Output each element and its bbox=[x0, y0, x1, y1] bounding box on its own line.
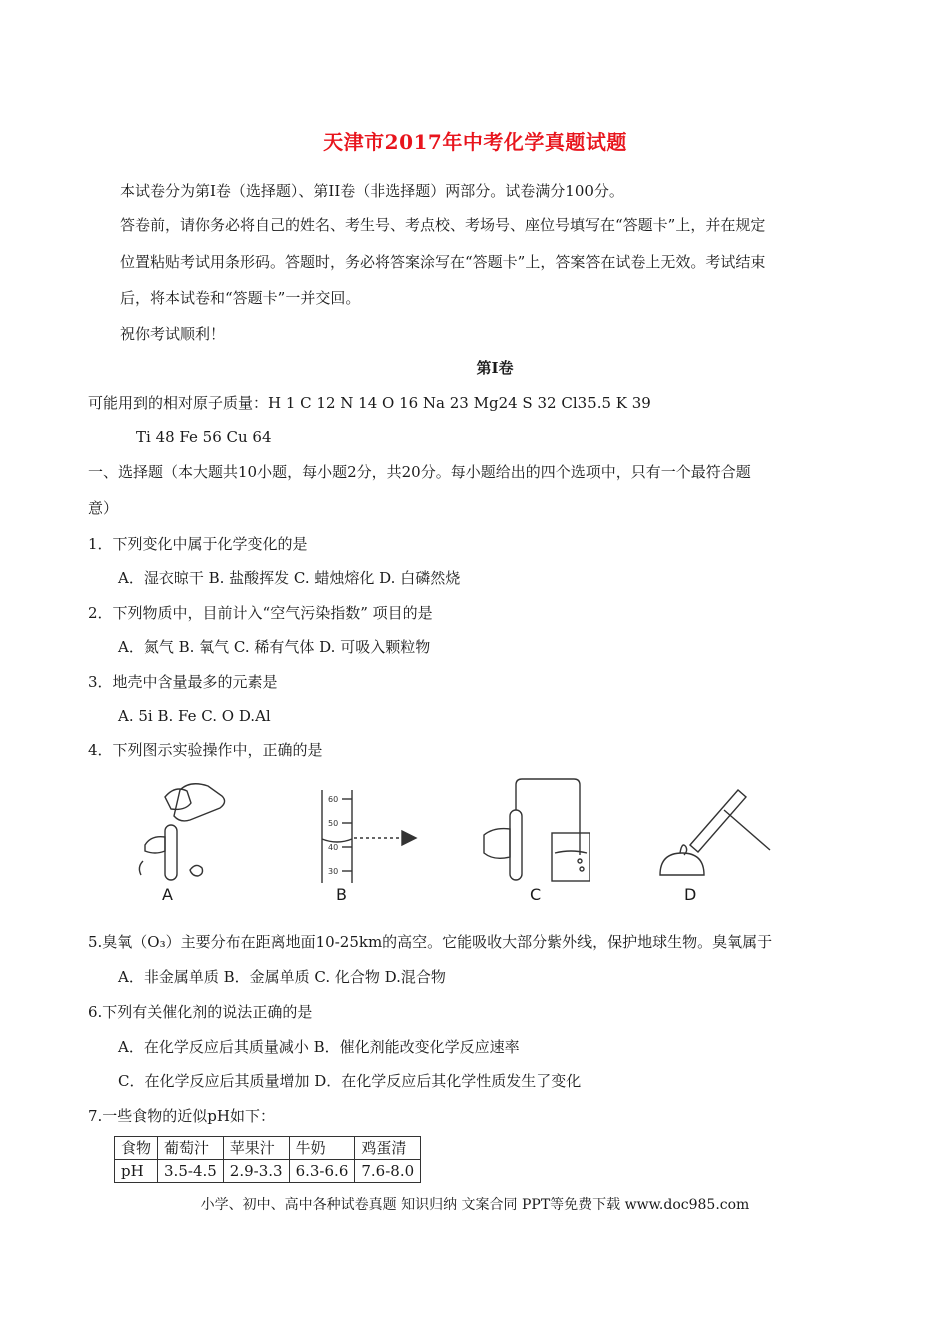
question-1-options: A．湿衣晾干 B. 盐酸挥发 C. 蜡烛熔化 D. 白磷然烧 bbox=[118, 569, 461, 587]
question-6-options-2: C．在化学反应后其质量增加 D．在化学反应后其化学性质发生了变化 bbox=[118, 1072, 582, 1090]
table-cell: 7.6-8.0 bbox=[355, 1160, 421, 1183]
table-cell: 3.5-4.5 bbox=[158, 1160, 224, 1183]
figure-b-cylinder bbox=[310, 775, 430, 885]
page-title: 天津市2017年中考化学真题试题 bbox=[323, 130, 627, 154]
question-3-options: A. 5i B. Fe C. O D.Al bbox=[118, 707, 271, 725]
figure-c-airtightness bbox=[470, 775, 590, 885]
table-header-cell: 葡萄汁 bbox=[158, 1137, 224, 1160]
section-title: 第Ⅰ卷 bbox=[476, 359, 514, 377]
intro-line-2: 答卷前，请你务必将自己的姓名、考生号、考点校、考场号、座位号填写在“答题卡”上，并在规定 bbox=[120, 216, 766, 234]
question-5-stem: 5.臭氧（O₃）主要分布在距离地面10-25km的高空。它能吸收大部分紫外线，保护地球生物。臭氧属于 bbox=[88, 933, 773, 951]
table-cell: pH bbox=[115, 1160, 158, 1183]
table-header-cell: 苹果汁 bbox=[223, 1137, 289, 1160]
cylinder-tick-30: 30 bbox=[328, 867, 339, 876]
question-6-stem: 6.下列有关催化剂的说法正确的是 bbox=[88, 1003, 313, 1021]
question-1-stem: 1．下列变化中属于化学变化的是 bbox=[88, 535, 308, 553]
atomic-masses-line-2: Ti 48 Fe 56 Cu 64 bbox=[136, 428, 272, 446]
question-5-options: A．非金属单质 B．金属单质 C. 化合物 D.混合物 bbox=[118, 968, 446, 986]
cylinder-tick-40: 40 bbox=[328, 843, 339, 852]
question-2-stem: 2．下列物质中，目前计入“空气污染指数” 项目的是 bbox=[88, 604, 433, 622]
question-6-options-1: A．在化学反应后其质量减小 B．催化剂能改变化学反应速率 bbox=[118, 1038, 520, 1056]
figure-label-a: A bbox=[162, 885, 173, 904]
page-footer: 小学、初中、高中各种试卷真题 知识归纳 文案合同 PPT等免费下载 www.doc985.com bbox=[200, 1197, 750, 1213]
ph-table bbox=[114, 1136, 421, 1183]
figure-d-heating bbox=[640, 775, 780, 885]
intro-line-5: 祝你考试顺利！ bbox=[120, 325, 226, 343]
part-header-line-1: 一、选择题（本大题共10小题，每小题2分，共20分。每小题给出的四个选项中，只有一个最符合题 bbox=[88, 463, 751, 481]
intro-line-1: 本试卷分为第Ⅰ卷（选择题）、第II卷（非选择题）两部分。试卷满分100分。 bbox=[120, 182, 624, 200]
question-4-stem: 4．下列图示实验操作中，正确的是 bbox=[88, 741, 323, 759]
cylinder-tick-50: 50 bbox=[328, 819, 339, 828]
table-row bbox=[115, 1160, 421, 1183]
table-header-cell: 鸡蛋清 bbox=[355, 1137, 421, 1160]
figure-label-c: C bbox=[530, 885, 542, 904]
table-header-cell: 牛奶 bbox=[289, 1137, 355, 1160]
intro-line-4: 后，将本试卷和“答题卡”一并交回。 bbox=[120, 289, 361, 307]
table-header-cell: 食物 bbox=[115, 1137, 158, 1160]
table-cell: 2.9-3.3 bbox=[223, 1160, 289, 1183]
question-2-options: A．氮气 B. 氧气 C. 稀有气体 D. 可吸入颗粒物 bbox=[118, 638, 431, 656]
figure-label-b: B bbox=[336, 885, 347, 904]
intro-line-3: 位置粘贴考试用条形码。答题时，务必将答案涂写在“答题卡”上，答案答在试卷上无效。考试结束 bbox=[120, 253, 766, 271]
part-header-line-2: 意） bbox=[88, 499, 119, 517]
atomic-masses-line-1: 可能用到的相对原子质量：H 1 C 12 N 14 O 16 Na 23 Mg24 S 32 Cl35.5 K 39 bbox=[88, 394, 651, 412]
figure-a-pouring bbox=[125, 775, 235, 885]
question-4-figure bbox=[110, 775, 810, 910]
table-row bbox=[115, 1137, 421, 1160]
figure-label-d: D bbox=[684, 885, 697, 904]
cylinder-tick-60: 60 bbox=[328, 795, 339, 804]
table-cell: 6.3-6.6 bbox=[289, 1160, 355, 1183]
question-3-stem: 3．地壳中含量最多的元素是 bbox=[88, 673, 278, 691]
question-7-stem: 7.一些食物的近似pH如下： bbox=[88, 1107, 275, 1125]
